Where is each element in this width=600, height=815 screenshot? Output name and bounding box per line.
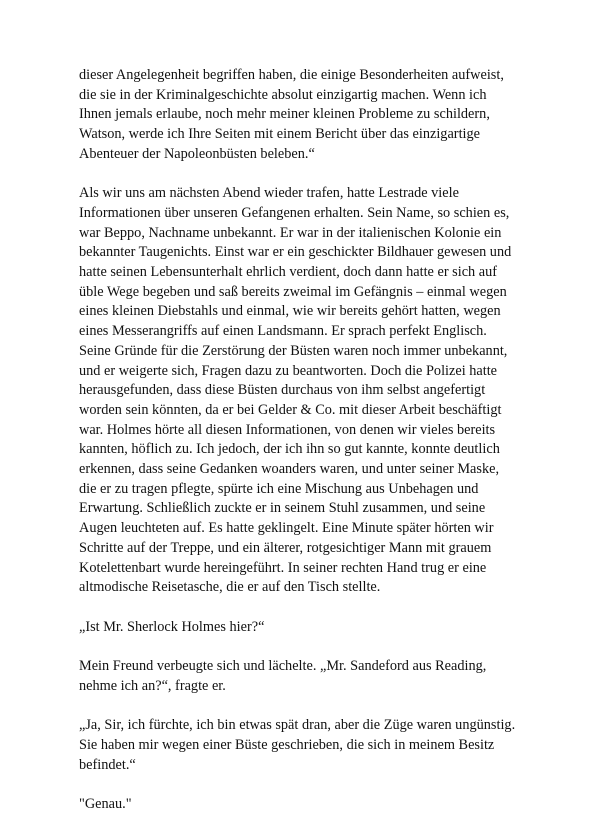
paragraph [79, 795, 539, 815]
text-line: Kotelettenbart wurde hereingeführt. In seiner rechten Hand trug er eine [79, 559, 487, 576]
text-line: Sie haben mir wegen einer Büste geschrieben, die sich in meinem Besitz [79, 736, 495, 753]
text-line: „Ist Mr. Sherlock Holmes hier?“ [79, 618, 265, 635]
text-line: Augen leuchteten auf. Es hatte geklingelt. Eine Minute später hörten wir [79, 520, 494, 537]
text-line: hatte seinen Lebensunterhalt ehrlich verdient, doch dann hatte er sich auf [79, 264, 498, 281]
text-line: Erwartung. Schließlich zuckte er in seinem Stuhl zusammen, und seine [79, 500, 486, 517]
text-line: Ihnen jemals erlaube, noch mehr meiner kleinen Probleme zu schildern, [79, 106, 490, 123]
text-line: Watson, werde ich Ihre Seiten mit einem Bericht über das einzigartige [79, 126, 481, 143]
text-line: Informationen über unseren Gefangenen erhalten. Sein Name, so schien es, [79, 204, 510, 221]
text-line: eines kleinen Diebstahls und einmal, wie wir bereits gehört hatten, wegen [79, 303, 501, 320]
text-line: erkennen, dass seine Gedanken woanders waren, und unter seiner Maske, [79, 461, 500, 478]
paragraph [79, 657, 539, 696]
text-line: "Genau." [79, 795, 132, 812]
paragraph [79, 716, 539, 775]
text-line: „Ja, Sir, ich fürchte, ich bin etwas spät dran, aber die Züge waren ungünstig. [79, 717, 516, 734]
text-line: kannten, höflich zu. Ich jedoch, der ich ihn so gut kannte, konnte deutlich [79, 441, 500, 458]
text-line: dieser Angelegenheit begriffen haben, die einige Besonderheiten aufweist, [79, 67, 504, 83]
text-line: altmodische Reisetasche, die er auf den Tisch stellte. [79, 579, 381, 596]
text-line: Seine Gründe für die Zerstörung der Büsten waren noch immer unbekannt, [79, 342, 508, 359]
text-line: herausgefunden, dass diese Büsten durchaus von ihm selbst angefertigt [79, 382, 486, 399]
text-line: Als wir uns am nächsten Abend wieder trafen, hatte Lestrade viele [79, 185, 459, 202]
text-line: und er weigerte sich, Fragen dazu zu beantworten. Doch die Polizei hatte [79, 362, 498, 379]
text-line: Mein Freund verbeugte sich und lächelte. „Mr. Sandeford aus Reading, [79, 658, 487, 675]
text-line: war. Holmes hörte all diesen Informationen, von denen wir vieles bereits [79, 421, 496, 438]
text-line: die er zu tragen pflegte, spürte ich eine Mischung aus Unbehagen und [79, 480, 479, 497]
text-line: üble Wege begeben und saß bereits zweimal im Gefängnis – einmal wegen [79, 283, 507, 300]
text-line: nehme ich an?“, fragte er. [79, 677, 226, 694]
text-line: Schritte auf der Treppe, und ein älterer, rotgesichtiger Mann mit grauem [79, 539, 492, 556]
text-line: Abenteuer der Napoleonbüsten beleben.“ [79, 145, 315, 162]
text-line: worden sein könnten, da er bei Gelder & Co. mit dieser Arbeit beschäftigt [79, 401, 502, 418]
paragraph [79, 184, 539, 598]
text-line: die sie in der Kriminalgeschichte absolut einzigartig machen. Wenn ich [79, 86, 487, 103]
text-line: bekannter Taugenichts. Einst war er ein geschickter Bildhauer gewesen und [79, 244, 512, 261]
text-line: befindet.“ [79, 756, 136, 773]
paragraph [79, 66, 539, 165]
text-line: eines Messerangriffs auf einen Landsmann. Er sprach perfekt Englisch. [79, 323, 487, 340]
paragraph [79, 618, 539, 638]
text-line: war Beppo, Nachname unbekannt. Er war in der italienischen Kolonie ein [79, 224, 502, 241]
document-body [79, 66, 539, 815]
